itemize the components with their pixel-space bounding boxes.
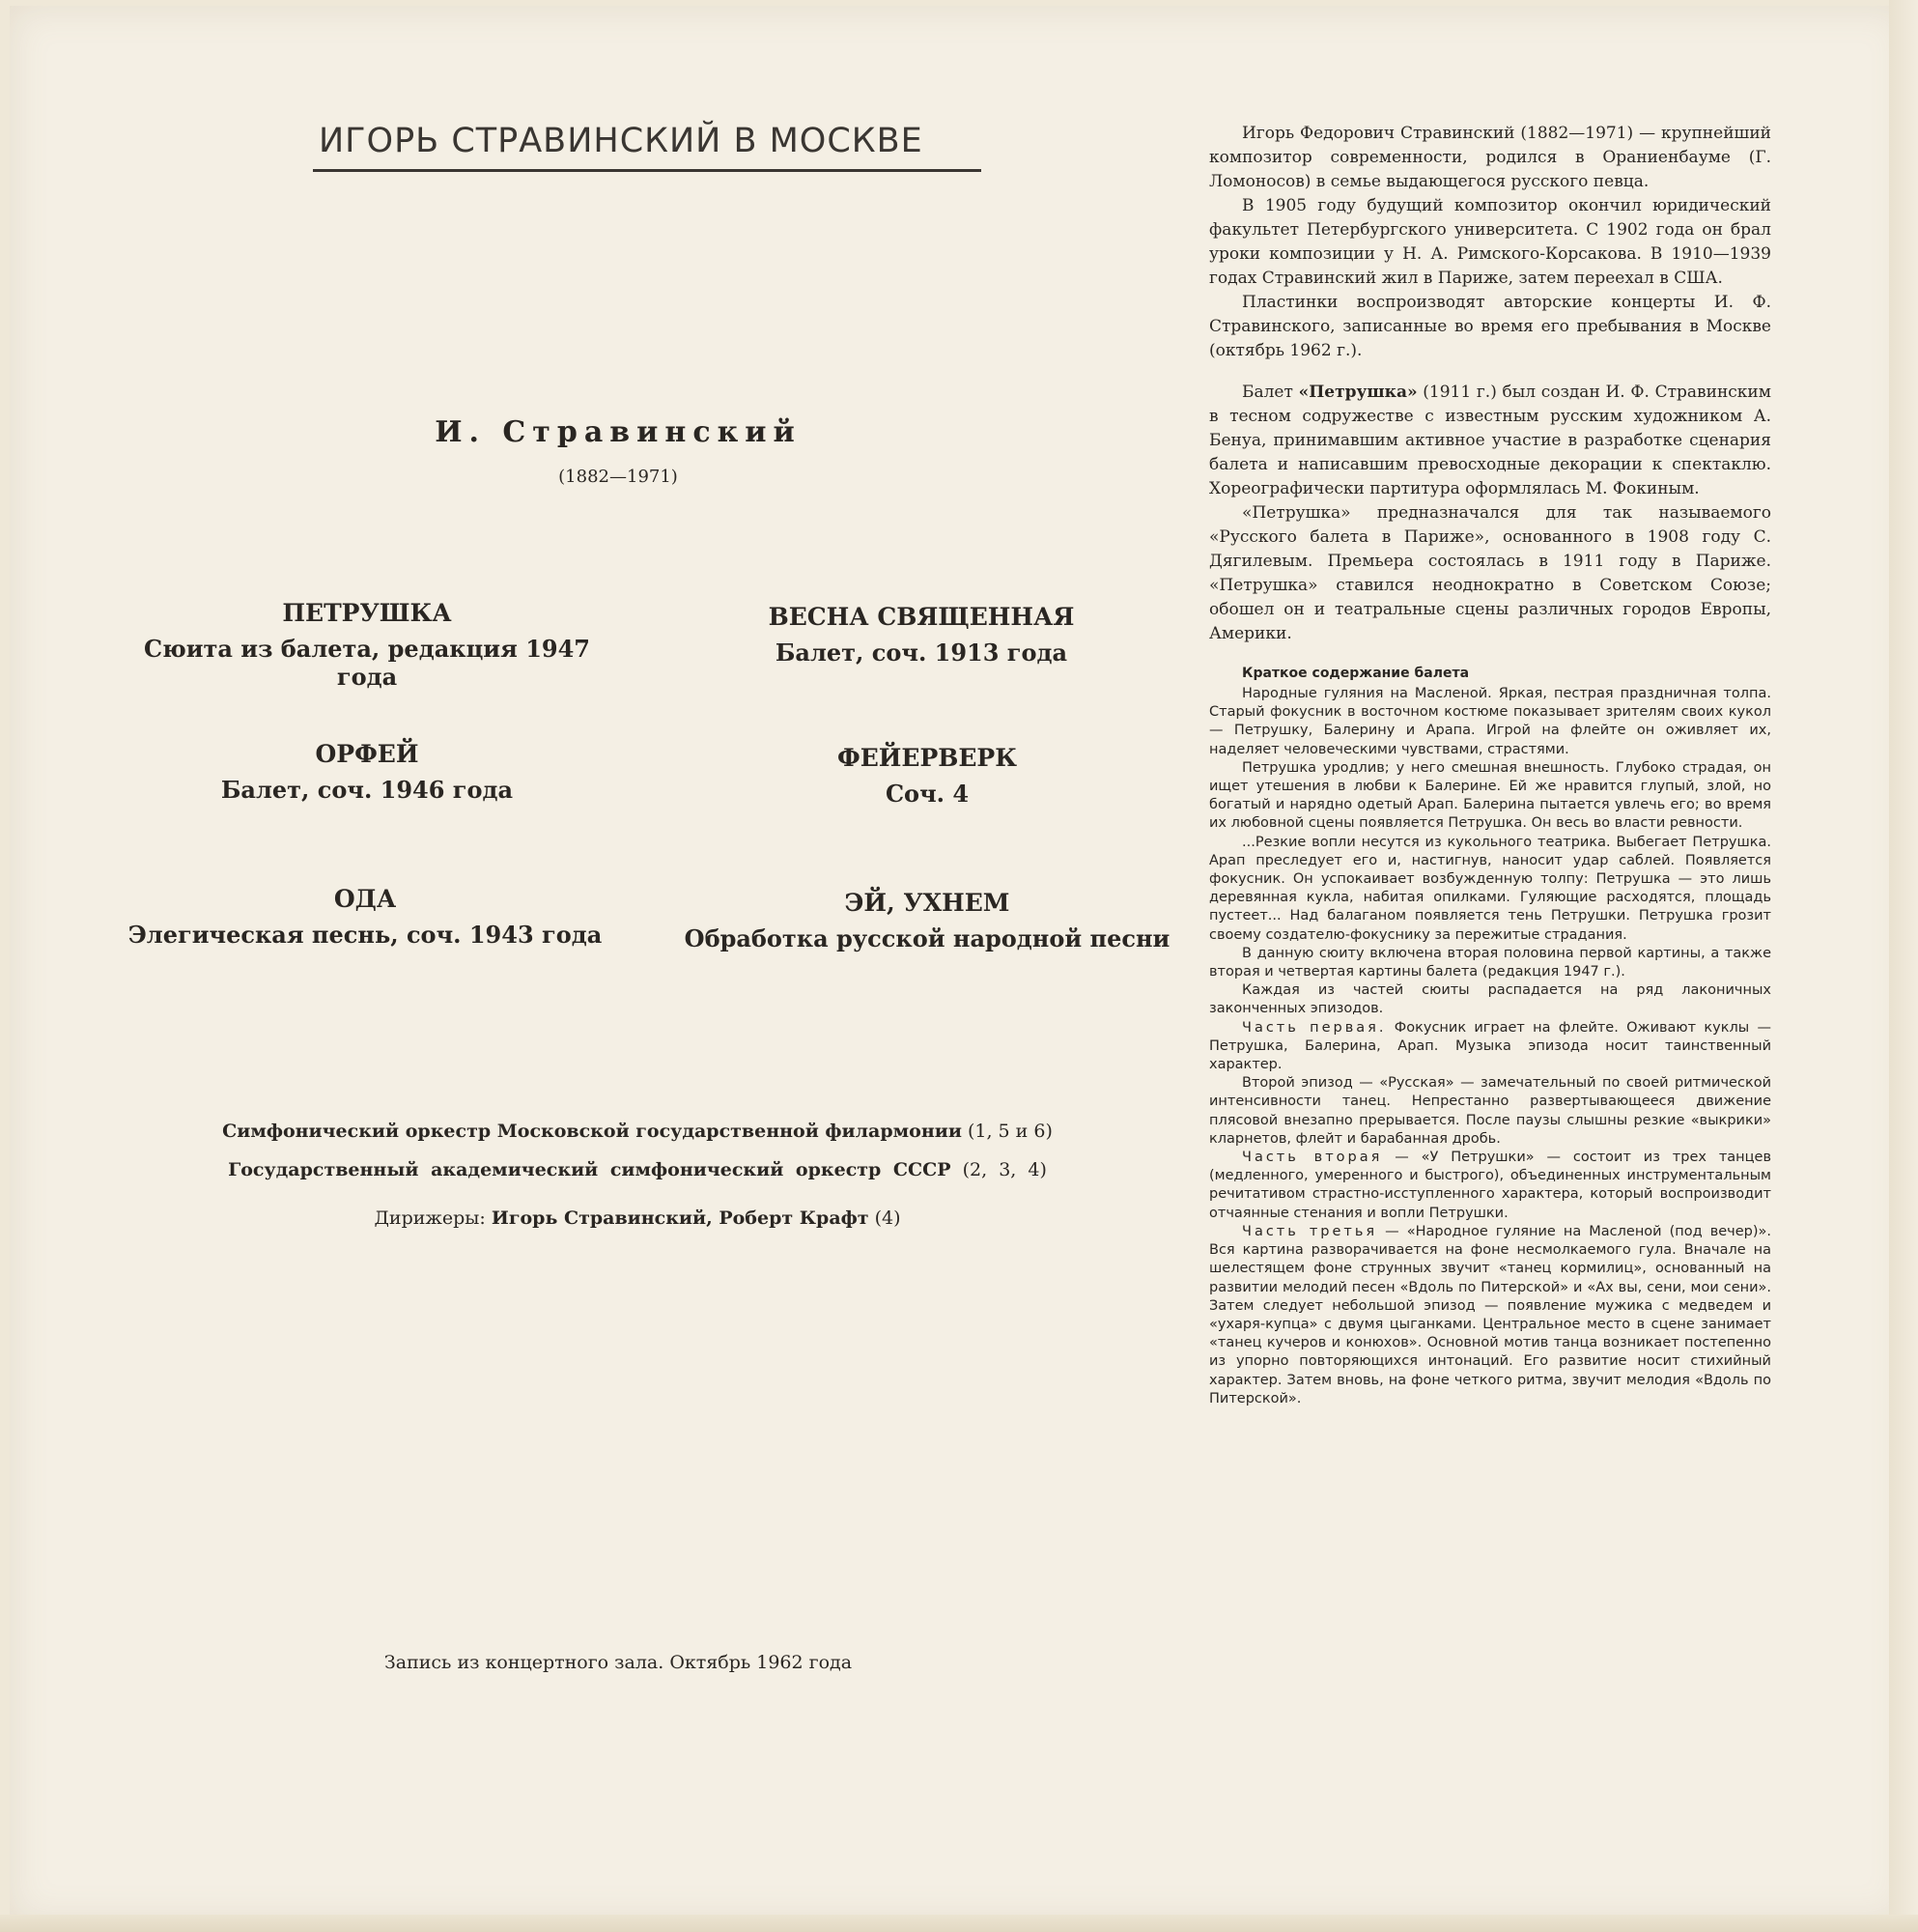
ballet-text: (1911 г.) был создан И. Ф. Стравинским в тесном содружестве с известным русским художником А. Бенуа, принимавшим активное участие в разработке сценария балета и написавшим превосходные декорации к спектаклю. Хореографически партитура оформлялась М. Фокиным. <box>1209 383 1771 498</box>
work-item <box>676 744 1178 808</box>
ballet-text: Балет <box>1242 383 1293 402</box>
summary-paragraph: Петрушка уродлив; у него смешная внешность. Глубоко страдая, он ищет утешения в любви к Балерине. Ей же нравится глупый, злой, но богатый и нарядно одетый Арап. Балерина пытается увлечь его; во время их любовной сцены появляется Петрушка. Он весь во власти ревности. <box>1209 759 1771 832</box>
work-subtitle: Сюита из балета, редакция 1947 года <box>144 635 590 691</box>
intro-section <box>1209 122 1771 363</box>
work-title: ОДА <box>333 885 397 913</box>
composer-dates: (1882—1971) <box>558 467 678 487</box>
conductors-credit <box>174 1208 1101 1229</box>
orchestra-tracks: (2, 3, 4) <box>962 1159 1047 1180</box>
recording-note: Запись из концертного зала. Октябрь 1962 года <box>383 1652 853 1673</box>
work-subtitle: Балет, соч. 1913 года <box>775 639 1068 667</box>
summary-title: Краткое содержание балета <box>1242 666 1470 681</box>
ballet-description <box>1209 381 1771 646</box>
part-text: — «Народное гуляние на Масленой (под вечер)». Вся картина разворачивается на фоне несмолкаемого гула. Вначале на шелестящем фоне струнных звучит «танец кормилиц», основанный на развитии мелодий песен «Вдоль по Питерской» и «Ах вы, сени, мои сени». Затем следует небольшой эпизод — появление мужика с медведем и «ухаря-купца» с двумя цыганками. Центральное место в сцене занимает «танец кучеров и конюхов». Основной мотив танца возникает постепенно из упорно повторяющихся интонаций. Его развитие носит стихийный характер. Затем вновь, на фоне четкого ритма, звучит мелодия «Вдоль по Питерской». <box>1209 1223 1772 1406</box>
summary-paragraph: В данную сюиту включена вторая половина первой картины, а также вторая и четвертая картины балета (редакция 1947 г.). <box>1209 945 1771 980</box>
work-title: ПЕТРУШКА <box>282 599 452 627</box>
orchestra-credit-2 <box>174 1159 1101 1180</box>
work-title: ВЕСНА СВЯЩЕННАЯ <box>768 603 1075 631</box>
orchestra-tracks: (1, 5 и 6) <box>967 1121 1053 1142</box>
summary-paragraph: Народные гуляния на Масленой. Яркая, пестрая праздничная толпа. Старый фокусник в восточном костюме показывает зрителям своих кукол — Петрушку, Балерину и Арапа. Игрой на флейте он оживляет их, наделяет человеческими чувствами, страстями. <box>1209 686 1771 757</box>
sleeve-edge-bottom <box>0 1915 1918 1932</box>
conductors-label: Дирижеры: <box>374 1208 486 1229</box>
album-title-text: ИГОРЬ СТРАВИНСКИЙ В МОСКВЕ <box>319 122 923 160</box>
work-item <box>676 889 1178 952</box>
part-text: Фокусник играет на флейте. Оживают куклы — Петрушка, Балерина, Арап. Музыка эпизода носит таинственный характер. <box>1209 1019 1771 1073</box>
work-subtitle: Балет, соч. 1946 года <box>220 776 514 804</box>
intro-paragraph: Пластинки воспроизводят авторские концерты И. Ф. Стравинского, записанные во время его пребывания в Москве (октябрь 1962 г.). <box>1209 293 1771 360</box>
work-item <box>114 885 616 949</box>
liner-notes <box>1209 122 1771 1408</box>
work-title: ЭЙ, УХНЕМ <box>844 889 1010 917</box>
title-underline <box>313 169 981 172</box>
part-label: Часть вторая <box>1242 1150 1383 1166</box>
summary-paragraph <box>1209 1019 1771 1075</box>
part-label: Часть третья <box>1242 1223 1378 1239</box>
conductors-names: Игорь Стравинский, Роберт Крафт <box>491 1208 869 1229</box>
work-subtitle: Обработка русской народной песни <box>684 924 1171 952</box>
summary-paragraph <box>1209 1149 1771 1223</box>
work-subtitle: Элегическая песнь, соч. 1943 года <box>127 921 603 949</box>
work-title: ФЕЙЕРВЕРК <box>837 744 1017 772</box>
orchestra-name: Государственный академический симфонический оркестр СССР <box>228 1159 951 1180</box>
part-label: Часть первая. <box>1242 1019 1387 1036</box>
composer-name: И. Стравинский <box>435 415 802 449</box>
orchestra-credit-1 <box>174 1121 1101 1142</box>
work-subtitle: Соч. 4 <box>885 780 970 808</box>
work-item <box>116 740 618 804</box>
work-item <box>116 599 618 691</box>
intro-paragraph: В 1905 году будущий композитор окончил юридический факультет Петербургского университета. С 1902 года он брал уроки композиции у Н. А. Римского-Корсакова. В 1910—1939 годах Стравинский жил в Париже, затем переехал в США. <box>1209 196 1771 288</box>
summary-paragraph: ...Резкие вопли несутся из кукольного театрика. Выбегает Петрушка. Арап преследует его и, настигнув, наносит удар саблей. Появляется фокусник. Он успокаивает возбужденную толпу: Петрушка — это лишь деревянная кукла, набитая опилками. Гуляющие расходятся, площадь пустеет... Над балаганом появляется тень Петрушки. Петрушка грозит своему создателю-фокуснику за пережитые страдания. <box>1209 834 1771 943</box>
conductors-tracks: (4) <box>874 1208 901 1229</box>
summary-paragraph <box>1209 1223 1771 1408</box>
intro-paragraph: Игорь Федорович Стравинский (1882—1971) — крупнейший композитор современности, родился в Ораниенбауме (Г. Ломоносов) в семье выдающегося русского певца. <box>1209 124 1771 191</box>
ballet-name: «Петрушка» <box>1298 383 1418 402</box>
summary-paragraph: Каждая из частей сюиты распадается на ряд лаконичных законченных эпизодов. <box>1209 982 1771 1017</box>
work-item <box>670 603 1172 667</box>
ballet-paragraph <box>1209 381 1771 501</box>
part-text: — «У Петрушки» — состоит из трех танцев (медленного, умеренного и быстрого), объединенных инструментальным речитативом страстно-исступленного характера, который воспроизводит отчаянные стенания и вопли Петрушки. <box>1209 1150 1771 1221</box>
ballet-paragraph: «Петрушка» предназначался для так называемого «Русского балета в Париже», основанного в 1908 году С. Дягилевым. Премьера состоялась в 1911 году в Париже. «Петрушка» ставился неоднократно в Советском Союзе; обошел он и театральные сцены различных городов Европы, Америки. <box>1209 503 1771 643</box>
summary-section <box>1209 685 1771 1408</box>
album-title <box>319 122 975 164</box>
sleeve-edge-right <box>1889 0 1918 1932</box>
work-title: ОРФЕЙ <box>315 740 419 768</box>
summary-paragraph: Второй эпизод — «Русская» — замечательный по своей ритмической интенсивности танец. Непрестанно развертывающееся движение плясовой внезапно прерывается. После паузы слышны резкие «выкрики» кларнетов, флейт и барабанная дробь. <box>1209 1075 1771 1147</box>
orchestra-name: Симфонический оркестр Московской государственной филармонии <box>222 1121 962 1142</box>
